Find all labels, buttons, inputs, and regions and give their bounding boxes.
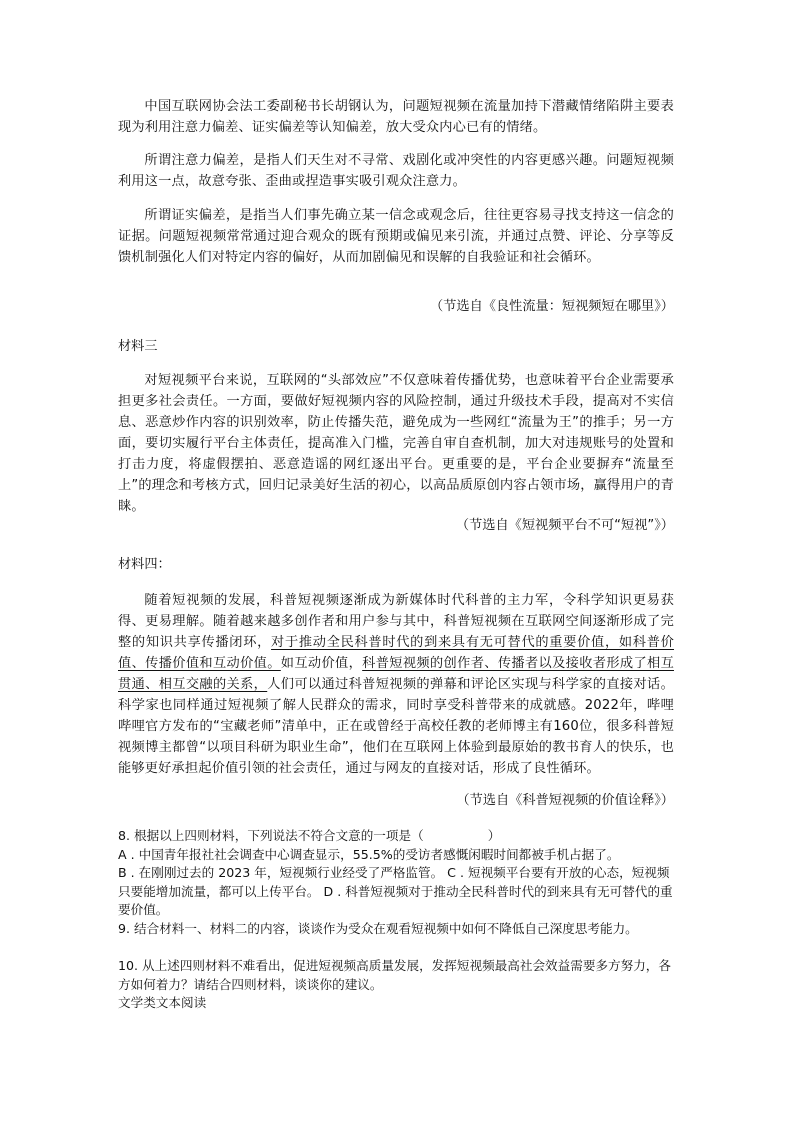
paragraph-attention-bias: 所谓注意力偏差，是指人们天生对不寻常、戏剧化或冲突性的内容更感兴趣。问题短视频利用这一点，故意夸张、歪曲或捏造事实吸引观众注意力。 — [118, 153, 674, 189]
source-material-two: （节选自《良性流量：短视频短在哪里》） — [430, 299, 674, 314]
question-8-close: ） — [487, 828, 501, 843]
heading-material-four: 材料四： — [118, 557, 171, 572]
underlined-value-statement: 对于推动全民科普时代的到来具有无可替代的重要价值，如科普价值、传播价值和互动价值。 — [118, 635, 674, 671]
question-8-options-bcd: B . 在刚刚过去的 2023 年，短视频行业经受了严格监管。 C . 短视频平台要有开放的心态，短视频只要能增加流量，都可以上传平台。 D . 科普短视频对于推动全民科普时代的到来具有无可替代的重要价值。 — [118, 865, 673, 917]
underlined-relationship-statement: 科普短视频的创作者、传播者以及接收者形成了相互贯通、相互交融的关系， — [118, 656, 674, 692]
question-10: 10. 从上述四则材料不难看出，促进短视频高质量发展，发挥短视频最高社会效益需要多方努力，各方如何着力？请结合四则材料，谈谈你的建议。 — [118, 958, 671, 992]
paragraph-hugang: 中国互联网协会法工委副秘书长胡钢认为，问题短视频在流量加持下潜藏情绪陷阱主要表现为利用注意力偏差、证实偏差等认知偏差，放大受众内心已有的情绪。 — [118, 99, 674, 135]
source-material-four: （节选自《科普短视频的价值诠释》） — [456, 793, 674, 808]
question-9: 9. 结合材料一、材料二的内容，谈谈作为受众在观看短视频中如何不降低自己深度思考能力。 — [118, 921, 638, 936]
paragraph-science-video-part-b: 如互动价值， — [280, 656, 363, 671]
paragraph-science-video-part-c: 人们可以通过科普短视频的弹幕和评论区实现与科学家的直接对话。科学家也同样通过短视频了解人民群众的需求，同时享受科普带来的成就感。2022年，哔哩哔哩官方发布的“宝藏老师”清单中，正在或曾经于高校任教的老师博主有160位，很多科普短视频博主都曾“以项目科研为职业生命”，他们在互联网上体验到最原始的教书育人的快乐，也能够更好承担起价值引领的社会责任，通过与网友的直接对话，形成了良性循环。 — [118, 677, 674, 776]
section-literary-reading: 文学类文本阅读 — [118, 995, 207, 1010]
paragraph-science-video — [118, 590, 674, 779]
source-material-three: （节选自《短视频平台不可“短视”》） — [455, 518, 674, 533]
paragraph-science-video-part-a: 随着短视频的发展，科普短视频逐渐成为新媒体时代科普的主力军，令科学知识更易获得、更易理解。随着越来越多创作者和用户参与其中，科普短视频在互联网空间逐渐形成了完整的知识共享传播闭环， — [118, 593, 674, 650]
heading-material-three: 材料三 — [118, 339, 158, 354]
paragraph-platform-responsibility: 对短视频平台来说，互联网的“头部效应”不仅意味着传播优势，也意味着平台企业需要承担更多社会责任。一方面，要做好短视频内容的风险控制，通过升级技术手段，提高对不实信息、恶意炒作内容的识别效率，防止传播失范，避免成为一些网红“流量为王”的推手；另一方面，要切实履行平台主体责任，提高准入门槛，完善自审自查机制，加大对违规账号的处置和打击力度，将虚假摆拍、恶意造谣的网红逐出平台。更重要的是，平台企业要摒弃“流量至上”的理念和考核方式，回归记录美好生活的初心，以高品质原创内容占领市场，赢得用户的青睐。 — [118, 373, 674, 514]
paragraph-confirmation-bias: 所谓证实偏差，是指当人们事先确立某一信念或观念后，往往更容易寻找支持这一信念的证据。问题短视频常常通过迎合观众的既有预期或偏见来引流，并通过点赞、评论、分享等反馈机制强化人们对特定内容的偏好，从而加剧偏见和误解的自我验证和社会循环。 — [118, 208, 674, 265]
question-8 — [118, 827, 674, 846]
question-8-option-a: A . 中国青年报社社会调查中心调查显示，55.5%的受访者感慨闲暇时间都被手机占据了。 — [118, 847, 620, 862]
question-8-stem: 8. 根据以上四则材料，下列说法不符合文意的一项是（ — [118, 828, 424, 843]
